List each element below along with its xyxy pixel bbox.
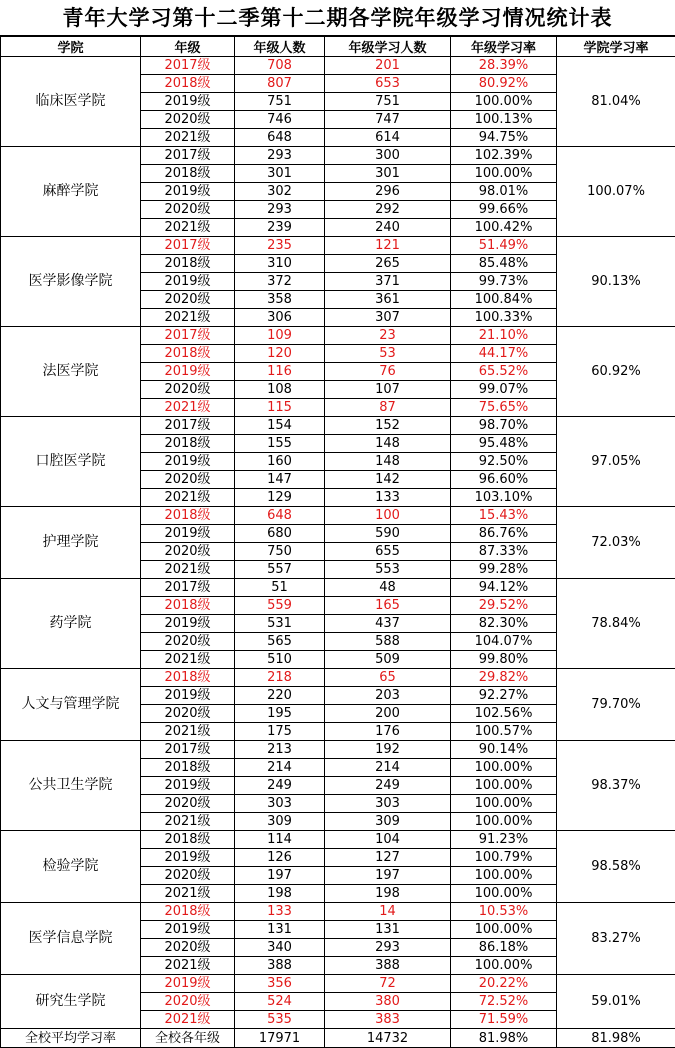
grade-total-cell: 120 bbox=[235, 345, 325, 363]
grade-total-cell: 115 bbox=[235, 399, 325, 417]
table-row bbox=[1, 237, 675, 255]
grade-total-cell: 510 bbox=[235, 651, 325, 669]
grade-studied-cell: 127 bbox=[325, 849, 451, 867]
grade-cell: 2019级 bbox=[141, 363, 235, 381]
grade-cell: 2018级 bbox=[141, 165, 235, 183]
grade-total-cell: 249 bbox=[235, 777, 325, 795]
grade-cell: 2019级 bbox=[141, 849, 235, 867]
grade-rate-cell: 90.14% bbox=[451, 741, 557, 759]
grade-rate-cell: 94.12% bbox=[451, 579, 557, 597]
grade-rate-cell: 100.42% bbox=[451, 219, 557, 237]
grade-rate-cell: 96.60% bbox=[451, 471, 557, 489]
grade-total-cell: 220 bbox=[235, 687, 325, 705]
grade-rate-cell: 95.48% bbox=[451, 435, 557, 453]
grade-cell: 2017级 bbox=[141, 147, 235, 165]
grade-studied-cell: 142 bbox=[325, 471, 451, 489]
grade-studied-cell: 553 bbox=[325, 561, 451, 579]
grade-total-cell: 388 bbox=[235, 957, 325, 975]
grade-cell: 2017级 bbox=[141, 327, 235, 345]
header-college-rate: 学院学习率 bbox=[557, 37, 675, 57]
grade-studied-cell: 152 bbox=[325, 417, 451, 435]
grade-studied-cell: 197 bbox=[325, 867, 451, 885]
college-name: 公共卫生学院 bbox=[1, 741, 141, 831]
grade-rate-cell: 92.50% bbox=[451, 453, 557, 471]
grade-total-cell: 340 bbox=[235, 939, 325, 957]
grade-studied-cell: 747 bbox=[325, 111, 451, 129]
grade-total-cell: 116 bbox=[235, 363, 325, 381]
grade-studied-cell: 380 bbox=[325, 993, 451, 1011]
grade-cell: 2020级 bbox=[141, 939, 235, 957]
header-row bbox=[1, 37, 675, 57]
grade-total-cell: 109 bbox=[235, 327, 325, 345]
grade-rate-cell: 44.17% bbox=[451, 345, 557, 363]
grade-rate-cell: 29.52% bbox=[451, 597, 557, 615]
header-grade-rate: 年级学习率 bbox=[451, 37, 557, 57]
college-name: 药学院 bbox=[1, 579, 141, 669]
grade-cell: 2020级 bbox=[141, 381, 235, 399]
grade-total-cell: 565 bbox=[235, 633, 325, 651]
total-count: 17971 bbox=[235, 1029, 325, 1048]
grade-rate-cell: 51.49% bbox=[451, 237, 557, 255]
grade-studied-cell: 240 bbox=[325, 219, 451, 237]
grade-cell: 2020级 bbox=[141, 201, 235, 219]
grade-total-cell: 235 bbox=[235, 237, 325, 255]
grade-cell: 2021级 bbox=[141, 1011, 235, 1029]
college-rate: 59.01% bbox=[557, 975, 675, 1029]
grade-studied-cell: 249 bbox=[325, 777, 451, 795]
grade-rate-cell: 100.00% bbox=[451, 885, 557, 903]
grade-cell: 2019级 bbox=[141, 453, 235, 471]
grade-studied-cell: 300 bbox=[325, 147, 451, 165]
grade-studied-cell: 23 bbox=[325, 327, 451, 345]
table-row bbox=[1, 831, 675, 849]
grade-rate-cell: 92.27% bbox=[451, 687, 557, 705]
grade-studied-cell: 100 bbox=[325, 507, 451, 525]
total-grade: 全校各年级 bbox=[141, 1029, 235, 1048]
grade-total-cell: 358 bbox=[235, 291, 325, 309]
grade-cell: 2017级 bbox=[141, 579, 235, 597]
grade-total-cell: 239 bbox=[235, 219, 325, 237]
table-row bbox=[1, 975, 675, 993]
grade-rate-cell: 72.52% bbox=[451, 993, 557, 1011]
grade-rate-cell: 99.28% bbox=[451, 561, 557, 579]
table-body bbox=[1, 57, 675, 1048]
grade-rate-cell: 100.00% bbox=[451, 921, 557, 939]
grade-rate-cell: 100.00% bbox=[451, 759, 557, 777]
college-rate: 78.84% bbox=[557, 579, 675, 669]
grade-cell: 2021级 bbox=[141, 219, 235, 237]
grade-rate-cell: 103.10% bbox=[451, 489, 557, 507]
grade-total-cell: 175 bbox=[235, 723, 325, 741]
grade-studied-cell: 201 bbox=[325, 57, 451, 75]
grade-total-cell: 531 bbox=[235, 615, 325, 633]
grade-studied-cell: 437 bbox=[325, 615, 451, 633]
grade-studied-cell: 104 bbox=[325, 831, 451, 849]
college-rate: 60.92% bbox=[557, 327, 675, 417]
grade-rate-cell: 100.57% bbox=[451, 723, 557, 741]
grade-studied-cell: 53 bbox=[325, 345, 451, 363]
grade-total-cell: 155 bbox=[235, 435, 325, 453]
grade-cell: 2019级 bbox=[141, 921, 235, 939]
grade-studied-cell: 361 bbox=[325, 291, 451, 309]
grade-total-cell: 356 bbox=[235, 975, 325, 993]
college-name: 医学信息学院 bbox=[1, 903, 141, 975]
grade-cell: 2018级 bbox=[141, 831, 235, 849]
grade-cell: 2019级 bbox=[141, 687, 235, 705]
grade-total-cell: 160 bbox=[235, 453, 325, 471]
grade-studied-cell: 72 bbox=[325, 975, 451, 993]
grade-studied-cell: 309 bbox=[325, 813, 451, 831]
college-name: 检验学院 bbox=[1, 831, 141, 903]
total-college-rate: 81.98% bbox=[557, 1029, 675, 1048]
grade-total-cell: 524 bbox=[235, 993, 325, 1011]
grade-studied-cell: 214 bbox=[325, 759, 451, 777]
grade-total-cell: 559 bbox=[235, 597, 325, 615]
grade-studied-cell: 148 bbox=[325, 435, 451, 453]
grade-cell: 2020级 bbox=[141, 993, 235, 1011]
grade-rate-cell: 86.76% bbox=[451, 525, 557, 543]
grade-rate-cell: 98.01% bbox=[451, 183, 557, 201]
grade-studied-cell: 176 bbox=[325, 723, 451, 741]
grade-cell: 2020级 bbox=[141, 795, 235, 813]
grade-total-cell: 372 bbox=[235, 273, 325, 291]
grade-total-cell: 293 bbox=[235, 201, 325, 219]
grade-total-cell: 557 bbox=[235, 561, 325, 579]
grade-cell: 2017级 bbox=[141, 741, 235, 759]
grade-total-cell: 807 bbox=[235, 75, 325, 93]
college-name: 法医学院 bbox=[1, 327, 141, 417]
grade-cell: 2021级 bbox=[141, 561, 235, 579]
grade-total-cell: 213 bbox=[235, 741, 325, 759]
college-name: 麻醉学院 bbox=[1, 147, 141, 237]
grade-total-cell: 309 bbox=[235, 813, 325, 831]
grade-total-cell: 133 bbox=[235, 903, 325, 921]
grade-rate-cell: 87.33% bbox=[451, 543, 557, 561]
grade-studied-cell: 192 bbox=[325, 741, 451, 759]
grade-total-cell: 648 bbox=[235, 507, 325, 525]
grade-cell: 2020级 bbox=[141, 705, 235, 723]
grade-total-cell: 198 bbox=[235, 885, 325, 903]
grade-rate-cell: 28.39% bbox=[451, 57, 557, 75]
grade-studied-cell: 203 bbox=[325, 687, 451, 705]
grade-cell: 2018级 bbox=[141, 507, 235, 525]
table-row bbox=[1, 147, 675, 165]
grade-total-cell: 303 bbox=[235, 795, 325, 813]
table-row bbox=[1, 327, 675, 345]
grade-rate-cell: 100.79% bbox=[451, 849, 557, 867]
grade-total-cell: 197 bbox=[235, 867, 325, 885]
grade-cell: 2020级 bbox=[141, 291, 235, 309]
grade-rate-cell: 82.30% bbox=[451, 615, 557, 633]
college-rate: 83.27% bbox=[557, 903, 675, 975]
grade-cell: 2020级 bbox=[141, 543, 235, 561]
grade-total-cell: 535 bbox=[235, 1011, 325, 1029]
grade-cell: 2019级 bbox=[141, 777, 235, 795]
college-rate: 90.13% bbox=[557, 237, 675, 327]
grade-cell: 2021级 bbox=[141, 885, 235, 903]
grade-cell: 2018级 bbox=[141, 75, 235, 93]
grade-total-cell: 301 bbox=[235, 165, 325, 183]
grade-rate-cell: 100.00% bbox=[451, 93, 557, 111]
college-name: 护理学院 bbox=[1, 507, 141, 579]
college-rate: 79.70% bbox=[557, 669, 675, 741]
grade-cell: 2017级 bbox=[141, 57, 235, 75]
grade-cell: 2021级 bbox=[141, 309, 235, 327]
grade-studied-cell: 383 bbox=[325, 1011, 451, 1029]
grade-cell: 2020级 bbox=[141, 471, 235, 489]
college-rate: 98.37% bbox=[557, 741, 675, 831]
grade-total-cell: 214 bbox=[235, 759, 325, 777]
grade-rate-cell: 100.33% bbox=[451, 309, 557, 327]
grade-cell: 2018级 bbox=[141, 597, 235, 615]
grade-cell: 2019级 bbox=[141, 615, 235, 633]
page-title: 青年大学习第十二季第十二期各学院年级学习情况统计表 bbox=[0, 0, 675, 36]
grade-total-cell: 708 bbox=[235, 57, 325, 75]
grade-total-cell: 195 bbox=[235, 705, 325, 723]
grade-rate-cell: 104.07% bbox=[451, 633, 557, 651]
grade-total-cell: 648 bbox=[235, 129, 325, 147]
college-rate: 72.03% bbox=[557, 507, 675, 579]
grade-rate-cell: 100.00% bbox=[451, 795, 557, 813]
header-grade: 年级 bbox=[141, 37, 235, 57]
college-rate: 97.05% bbox=[557, 417, 675, 507]
grade-total-cell: 126 bbox=[235, 849, 325, 867]
grade-rate-cell: 80.92% bbox=[451, 75, 557, 93]
grade-cell: 2021级 bbox=[141, 723, 235, 741]
grade-total-cell: 147 bbox=[235, 471, 325, 489]
grade-studied-cell: 200 bbox=[325, 705, 451, 723]
grade-studied-cell: 121 bbox=[325, 237, 451, 255]
grade-studied-cell: 296 bbox=[325, 183, 451, 201]
college-name: 医学影像学院 bbox=[1, 237, 141, 327]
grade-rate-cell: 100.13% bbox=[451, 111, 557, 129]
table-row bbox=[1, 57, 675, 75]
grade-rate-cell: 91.23% bbox=[451, 831, 557, 849]
grade-rate-cell: 100.00% bbox=[451, 165, 557, 183]
grade-studied-cell: 653 bbox=[325, 75, 451, 93]
grade-rate-cell: 100.00% bbox=[451, 813, 557, 831]
grade-cell: 2020级 bbox=[141, 111, 235, 129]
grade-cell: 2021级 bbox=[141, 129, 235, 147]
total-studied: 14732 bbox=[325, 1029, 451, 1048]
grade-studied-cell: 87 bbox=[325, 399, 451, 417]
grade-studied-cell: 148 bbox=[325, 453, 451, 471]
grade-rate-cell: 86.18% bbox=[451, 939, 557, 957]
grade-total-cell: 750 bbox=[235, 543, 325, 561]
grade-studied-cell: 301 bbox=[325, 165, 451, 183]
table-row bbox=[1, 903, 675, 921]
table-row bbox=[1, 579, 675, 597]
grade-total-cell: 129 bbox=[235, 489, 325, 507]
grade-studied-cell: 198 bbox=[325, 885, 451, 903]
grade-total-cell: 114 bbox=[235, 831, 325, 849]
grade-studied-cell: 751 bbox=[325, 93, 451, 111]
header-grade-total: 年级人数 bbox=[235, 37, 325, 57]
grade-cell: 2019级 bbox=[141, 93, 235, 111]
grade-cell: 2021级 bbox=[141, 813, 235, 831]
grade-studied-cell: 614 bbox=[325, 129, 451, 147]
grade-rate-cell: 99.80% bbox=[451, 651, 557, 669]
grade-total-cell: 302 bbox=[235, 183, 325, 201]
grade-studied-cell: 371 bbox=[325, 273, 451, 291]
grade-studied-cell: 133 bbox=[325, 489, 451, 507]
grade-cell: 2018级 bbox=[141, 759, 235, 777]
grade-cell: 2019级 bbox=[141, 975, 235, 993]
grade-cell: 2021级 bbox=[141, 957, 235, 975]
table-row bbox=[1, 741, 675, 759]
grade-total-cell: 680 bbox=[235, 525, 325, 543]
grade-total-cell: 310 bbox=[235, 255, 325, 273]
grade-rate-cell: 100.00% bbox=[451, 777, 557, 795]
grade-rate-cell: 71.59% bbox=[451, 1011, 557, 1029]
grade-total-cell: 218 bbox=[235, 669, 325, 687]
grade-cell: 2018级 bbox=[141, 255, 235, 273]
grade-studied-cell: 265 bbox=[325, 255, 451, 273]
grade-rate-cell: 99.66% bbox=[451, 201, 557, 219]
grade-total-cell: 746 bbox=[235, 111, 325, 129]
grade-cell: 2018级 bbox=[141, 435, 235, 453]
grade-cell: 2018级 bbox=[141, 345, 235, 363]
grade-rate-cell: 100.00% bbox=[451, 957, 557, 975]
grade-studied-cell: 590 bbox=[325, 525, 451, 543]
grade-studied-cell: 293 bbox=[325, 939, 451, 957]
grade-rate-cell: 99.73% bbox=[451, 273, 557, 291]
grade-rate-cell: 15.43% bbox=[451, 507, 557, 525]
grade-cell: 2018级 bbox=[141, 903, 235, 921]
grade-rate-cell: 85.48% bbox=[451, 255, 557, 273]
grade-rate-cell: 102.56% bbox=[451, 705, 557, 723]
grade-studied-cell: 14 bbox=[325, 903, 451, 921]
grade-studied-cell: 655 bbox=[325, 543, 451, 561]
college-rate: 100.07% bbox=[557, 147, 675, 237]
total-rate: 81.98% bbox=[451, 1029, 557, 1048]
grade-total-cell: 751 bbox=[235, 93, 325, 111]
grade-cell: 2018级 bbox=[141, 669, 235, 687]
grade-studied-cell: 65 bbox=[325, 669, 451, 687]
grade-rate-cell: 20.22% bbox=[451, 975, 557, 993]
grade-studied-cell: 48 bbox=[325, 579, 451, 597]
header-college: 学院 bbox=[1, 37, 141, 57]
grade-cell: 2021级 bbox=[141, 489, 235, 507]
grade-studied-cell: 107 bbox=[325, 381, 451, 399]
grade-cell: 2019级 bbox=[141, 525, 235, 543]
grade-rate-cell: 100.00% bbox=[451, 867, 557, 885]
grade-total-cell: 131 bbox=[235, 921, 325, 939]
grade-studied-cell: 307 bbox=[325, 309, 451, 327]
total-row bbox=[1, 1029, 675, 1048]
college-name: 口腔医学院 bbox=[1, 417, 141, 507]
grade-rate-cell: 98.70% bbox=[451, 417, 557, 435]
grade-studied-cell: 131 bbox=[325, 921, 451, 939]
grade-total-cell: 108 bbox=[235, 381, 325, 399]
grade-cell: 2019级 bbox=[141, 273, 235, 291]
grade-studied-cell: 509 bbox=[325, 651, 451, 669]
grade-cell: 2017级 bbox=[141, 237, 235, 255]
grade-rate-cell: 10.53% bbox=[451, 903, 557, 921]
header-grade-studied: 年级学习人数 bbox=[325, 37, 451, 57]
grade-total-cell: 51 bbox=[235, 579, 325, 597]
grade-rate-cell: 29.82% bbox=[451, 669, 557, 687]
table-row bbox=[1, 669, 675, 687]
grade-total-cell: 293 bbox=[235, 147, 325, 165]
college-name: 临床医学院 bbox=[1, 57, 141, 147]
grade-studied-cell: 588 bbox=[325, 633, 451, 651]
grade-studied-cell: 165 bbox=[325, 597, 451, 615]
college-rate: 81.04% bbox=[557, 57, 675, 147]
grade-cell: 2019级 bbox=[141, 183, 235, 201]
grade-cell: 2021级 bbox=[141, 651, 235, 669]
college-name: 研究生学院 bbox=[1, 975, 141, 1029]
table-row bbox=[1, 507, 675, 525]
grade-rate-cell: 21.10% bbox=[451, 327, 557, 345]
grade-studied-cell: 303 bbox=[325, 795, 451, 813]
grade-cell: 2020级 bbox=[141, 633, 235, 651]
grade-rate-cell: 94.75% bbox=[451, 129, 557, 147]
table-row bbox=[1, 417, 675, 435]
grade-studied-cell: 76 bbox=[325, 363, 451, 381]
grade-rate-cell: 102.39% bbox=[451, 147, 557, 165]
grade-studied-cell: 388 bbox=[325, 957, 451, 975]
grade-rate-cell: 65.52% bbox=[451, 363, 557, 381]
grade-rate-cell: 100.84% bbox=[451, 291, 557, 309]
college-rate: 98.58% bbox=[557, 831, 675, 903]
grade-cell: 2017级 bbox=[141, 417, 235, 435]
grade-rate-cell: 75.65% bbox=[451, 399, 557, 417]
college-name: 人文与管理学院 bbox=[1, 669, 141, 741]
grade-cell: 2020级 bbox=[141, 867, 235, 885]
grade-total-cell: 306 bbox=[235, 309, 325, 327]
statistics-table bbox=[0, 36, 675, 1048]
total-label: 全校平均学习率 bbox=[1, 1029, 141, 1048]
grade-total-cell: 154 bbox=[235, 417, 325, 435]
grade-cell: 2021级 bbox=[141, 399, 235, 417]
grade-studied-cell: 292 bbox=[325, 201, 451, 219]
grade-rate-cell: 99.07% bbox=[451, 381, 557, 399]
